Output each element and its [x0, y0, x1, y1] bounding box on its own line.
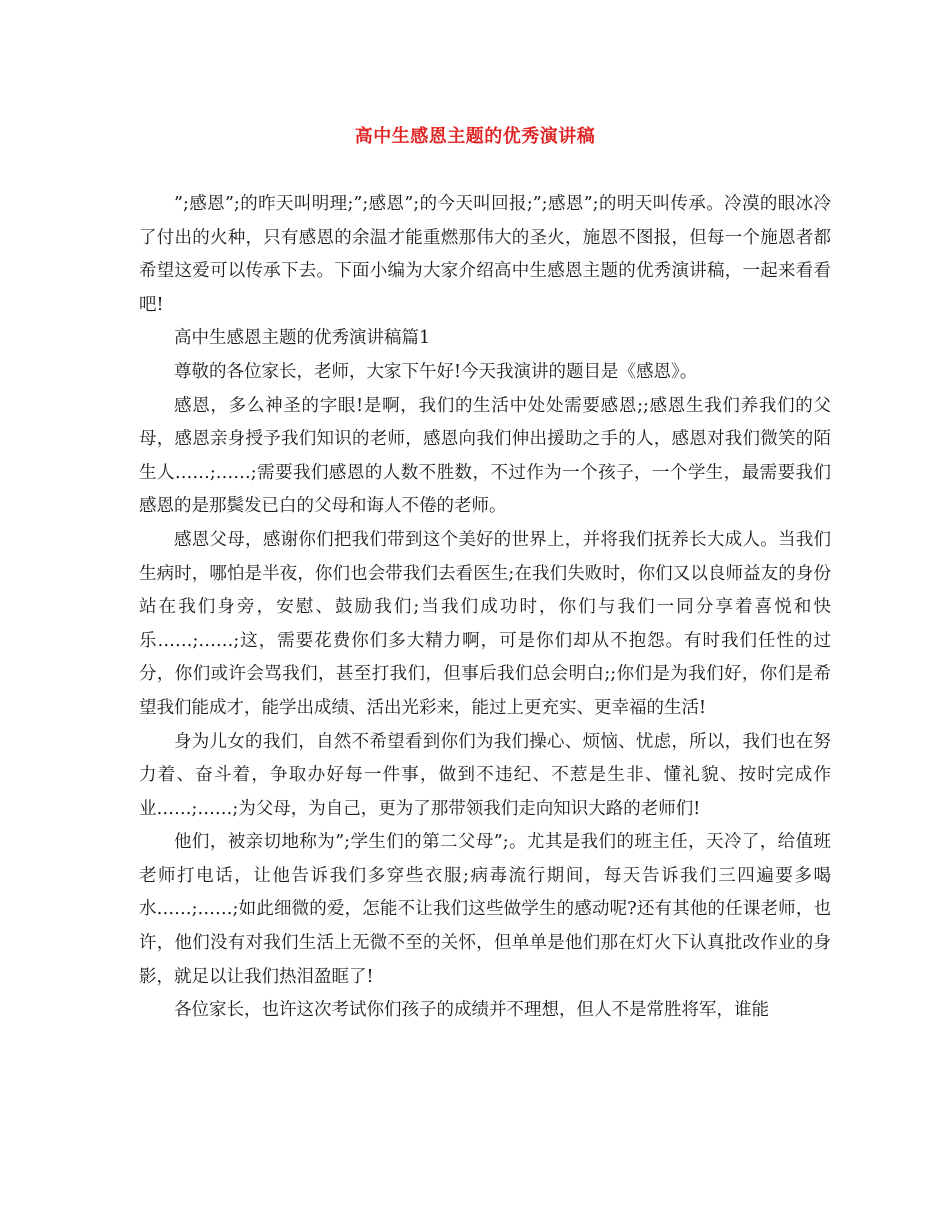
body-paragraph: 尊敬的各位家长，老师，大家下午好!今天我演讲的题目是《感恩》。	[174, 361, 698, 382]
body-paragraph: 身为儿女的我们，自然不希望看到你们为我们操心、烦恼、忧虑，所以，我们也在努力着、奋斗着，争取办好每一件事，做到不违纪、不惹是生非、懂礼貌、按时完成作业……;……;为父母，为自己，更为了那带领我们走向知识大路的老师们!	[139, 731, 831, 819]
body-paragraph: 各位家长，也许这次考试你们孩子的成绩并不理想，但人不是常胜将军，谁能	[174, 1000, 769, 1021]
intro-paragraph: ”;感恩”;的昨天叫明理;”;感恩”;的今天叫回报;”;感恩”;的明天叫传承。冷漠的眼冰冷了付出的火种，只有感恩的余温才能重燃那伟大的圣火，施恩不图报，但每一个施恩者都希望这爱可以传承下去。下面小编为大家介绍高中生感恩主题的优秀演讲稿，一起来看看吧!	[139, 194, 831, 315]
body-paragraph: 感恩，多么神圣的字眼!是啊，我们的生活中处处需要感恩;;感恩生我们养我们的父母，感恩亲身授予我们知识的老师，感恩向我们伸出援助之手的人，感恩对我们微笑的陌生人……;……;需要我们感恩的人数不胜数，不过作为一个孩子，一个学生，最需要我们感恩的是那鬓发已白的父母和诲人不倦的老师。	[139, 395, 831, 517]
body-paragraph: 感恩父母，感谢你们把我们带到这个美好的世界上，并将我们抚养长大成人。当我们生病时，哪怕是半夜，你们也会带我们去看医生;在我们失败时，你们又以良师益友的身份站在我们身旁，安慰、鼓励我们;当我们成功时，你们与我们一同分享着喜悦和快乐……;……;这，需要花费你们多大精力啊，可是你们却从不抱怨。有时我们任性的过分，你们或许会骂我们，甚至打我们，但事后我们总会明白;;你们是为我们好，你们是希望我们能成才，能学出成绩、活出光彩来，能过上更充实、更幸福的生活!	[139, 529, 831, 718]
section-heading: 高中生感恩主题的优秀演讲稿篇1	[174, 328, 431, 349]
body-paragraph: 他们，被亲切地称为”;学生们的第二父母”;。尤其是我们的班主任，天冷了，给值班老师打电话，让他告诉我们多穿些衣服;病毒流行期间，每天告诉我们三四遍要多喝水……;……;如此细微的爱，怎能不让我们这些做学生的感动呢?还有其他的任课老师，也许，他们没有对我们生活上无微不至的关怀，但单单是他们那在灯火下认真批改作业的身影，就足以让我们热泪盈眶了!	[139, 832, 831, 987]
document-title: 高中生感恩主题的优秀演讲稿	[354, 126, 596, 147]
document-body	[139, 188, 831, 1028]
